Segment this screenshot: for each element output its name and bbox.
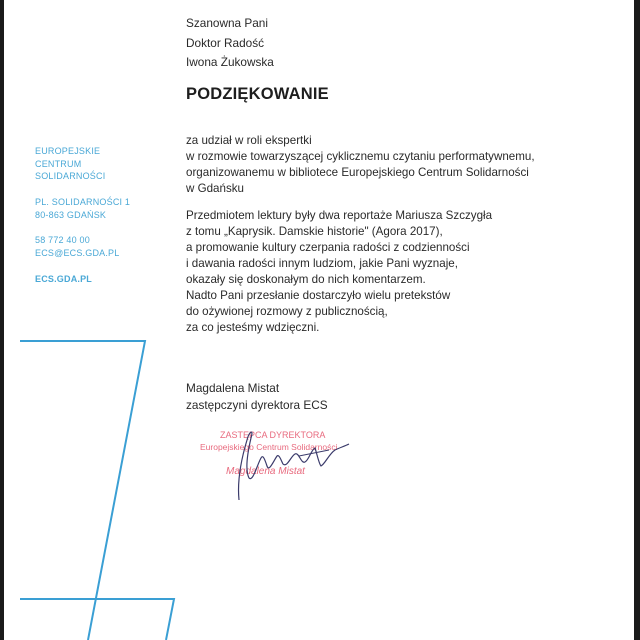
signer-role: zastępczyni dyrektora ECS <box>186 398 328 412</box>
body-line: Nadto Pani przesłanie dostarczyło wielu pretekstów <box>186 289 451 302</box>
signer-name: Magdalena Mistat <box>186 381 280 395</box>
body-line: okazały się doskonałym do nich komentarzem. <box>186 273 426 286</box>
address-line: PL. SOLIDARNOŚCI 1 <box>35 197 131 207</box>
handwritten-signature <box>209 420 359 505</box>
body-line: i dawania radości innym ludziom, jakie Pani wyznaje, <box>186 257 458 270</box>
org-line: EUROPEJSKIE <box>35 146 101 156</box>
org-line: CENTRUM <box>35 158 82 169</box>
body-paragraph-2 <box>186 208 492 336</box>
body-line: za udział w roli ekspertki <box>186 134 312 147</box>
stamp-line-1: ZASTĘPCA DYREKTORA <box>220 430 326 440</box>
recipient-line: Szanowna Pani <box>186 16 268 30</box>
body-line: za co jesteśmy wdzięczni. <box>186 321 320 334</box>
letter-title: PODZIĘKOWANIE <box>186 85 329 103</box>
body-line: w rozmowie towarzyszącej cyklicznemu czytaniu performatywnemu, <box>186 150 535 163</box>
body-line: z tomu „Kaprysik. Damskie historie" (Agora 2017), <box>186 225 443 238</box>
body-line: Przedmiotem lektury były dwa reportaże Mariusza Szczygła <box>186 209 493 222</box>
email: ECS@ECS.GDA.PL <box>35 247 120 258</box>
body-line: a promowanie kultury czerpania radości z codzienności <box>186 241 470 254</box>
recipient-block <box>186 14 274 73</box>
signature-block <box>186 380 328 414</box>
sidebar-website: ECS.GDA.PL <box>35 274 93 284</box>
recipient-line: Doktor Radość <box>186 35 265 50</box>
letter-page <box>4 0 634 640</box>
body-line: organizowanemu w bibliotece Europejskiego Centrum Solidarności <box>186 166 529 179</box>
body-line: do ożywionej rozmowy z publicznością, <box>186 305 388 318</box>
org-line: SOLIDARNOŚCI <box>35 171 106 181</box>
sidebar-org <box>35 145 105 183</box>
body-line: w Gdańsku <box>186 182 244 195</box>
stamp-line-2: Europejskiego Centrum Solidarności <box>200 442 338 452</box>
address-line: 80-863 GDAŃSK <box>35 209 107 220</box>
stamp-line-3: Magdalena Mistat <box>226 466 305 477</box>
sidebar-address <box>35 196 130 221</box>
recipient-line: Iwona Żukowska <box>186 55 274 69</box>
phone: 58 772 40 00 <box>35 235 90 245</box>
sidebar-contact <box>35 234 119 259</box>
body-paragraph-1 <box>186 133 535 197</box>
